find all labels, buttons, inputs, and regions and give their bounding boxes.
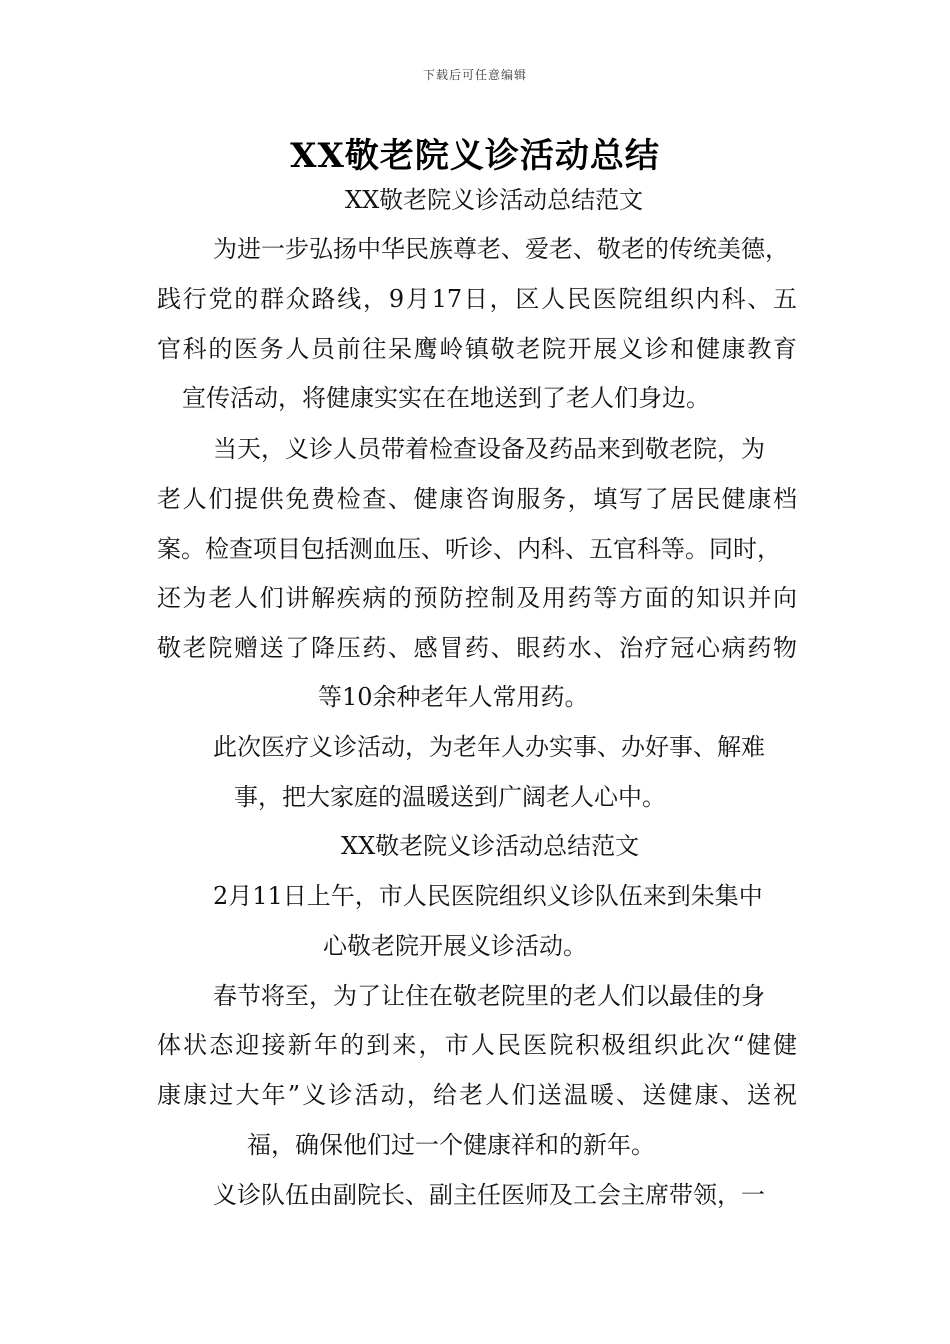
paragraph-line: 此次医疗义诊活动，为老年人办实事、办好事、解难 — [213, 733, 765, 761]
paragraph-line: 事，把大家庭的温暖送到广阔老人心中。 — [234, 783, 666, 811]
header-note: 下载后可任意编辑 — [422, 68, 527, 82]
paragraph-line: 老人们提供免费检查、健康咨询服务，填写了居民健康档 — [157, 485, 797, 513]
document-title: XX敬老院义诊活动总结 — [290, 136, 660, 176]
paragraph-line: 义诊队伍由副院长、副主任医师及工会主席带领，一 — [213, 1181, 765, 1209]
paragraph-line: 康康过大年”义诊活动，给老人们送温暖、送健康、送祝 — [157, 1081, 797, 1109]
subtitle-2: XX敬老院义诊活动总结范文 — [341, 832, 640, 860]
paragraph-line: 为进一步弘扬中华民族尊老、爱老、敬老的传统美德， — [213, 235, 789, 263]
subtitle-1: XX敬老院义诊活动总结范文 — [345, 186, 644, 214]
paragraph-line: 等10余种老年人常用药。 — [318, 683, 589, 711]
paragraph-line: 还为老人们讲解疾病的预防控制及用药等方面的知识并向 — [157, 584, 797, 612]
paragraph-line: 践行党的群众路线，9月17日，区人民医院组织内科、五 — [157, 285, 797, 313]
paragraph-line: 福，确保他们过一个健康祥和的新年。 — [247, 1131, 655, 1159]
paragraph-line: 敬老院赠送了降压药、感冒药、眼药水、治疗冠心病药物 — [157, 634, 797, 662]
paragraph-line: 体状态迎接新年的到来，市人民医院积极组织此次“健健 — [157, 1031, 797, 1059]
paragraph-line: 心敬老院开展义诊活动。 — [323, 932, 587, 960]
paragraph-line: 宣传活动，将健康实实在在地送到了老人们身边。 — [182, 384, 710, 412]
paragraph-line: 当天，义诊人员带着检查设备及药品来到敬老院，为 — [213, 435, 765, 463]
paragraph-line: 案。检查项目包括测血压、听诊、内科、五官科等。同时， — [157, 535, 781, 563]
paragraph-line: 春节将至，为了让住在敬老院里的老人们以最佳的身 — [213, 982, 765, 1010]
paragraph-line: 官科的医务人员前往呆鹰岭镇敬老院开展义诊和健康教育 — [157, 335, 797, 363]
paragraph-line: 2月11日上午，市人民医院组织义诊队伍来到朱集中 — [213, 882, 763, 910]
